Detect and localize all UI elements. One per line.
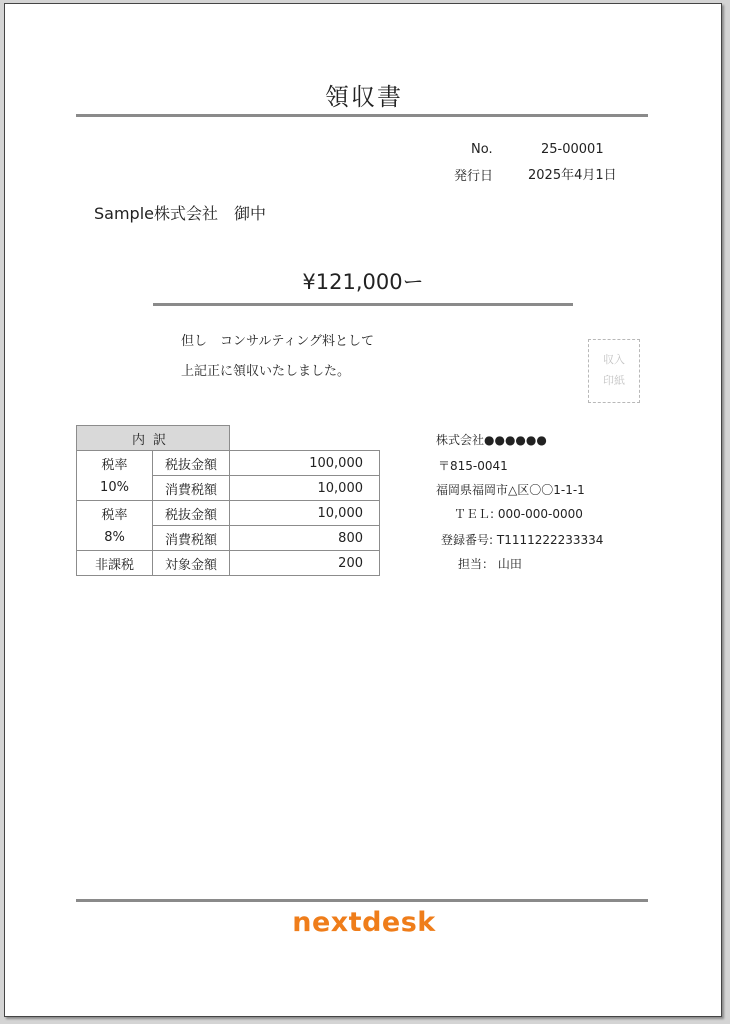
table-row	[77, 551, 380, 576]
pre-tax-label-10: 税抜金額	[153, 451, 230, 476]
table-row	[77, 476, 380, 501]
non-taxable-value: 200	[230, 551, 380, 576]
issuer-company: 株式会社●●●●●●	[436, 433, 547, 447]
rate-percent-8: 8%	[77, 526, 153, 551]
document-title: 領収書	[325, 83, 403, 111]
no-label: No.	[471, 142, 493, 157]
issuer-address: 福岡県福岡市△区〇〇1-1-1	[436, 483, 585, 497]
tax-label-8: 消費税額	[153, 526, 230, 551]
table-row	[77, 501, 380, 526]
revenue-stamp-box	[588, 339, 640, 403]
no-value: 25-00001	[541, 142, 604, 157]
rate-percent-10: 10%	[77, 476, 153, 501]
rate-label-8: 税率	[77, 501, 153, 526]
tax-value-8: 800	[230, 526, 380, 551]
amount-underline	[153, 303, 573, 306]
date-label: 発行日	[454, 169, 494, 184]
non-taxable-target-label: 対象金額	[153, 551, 230, 576]
recipient-name: Sample株式会社 御中	[94, 204, 266, 223]
tax-value-10: 10,000	[230, 476, 380, 501]
breakdown-header: 内訳	[77, 426, 230, 451]
table-row	[77, 451, 380, 476]
breakdown-table	[76, 425, 380, 576]
title-underline	[76, 114, 648, 117]
table-row	[77, 526, 380, 551]
issuer-postal: 〒815-0041	[438, 459, 508, 473]
issuer-person: 担当： 山田	[458, 557, 522, 571]
pre-tax-value-10: 100,000	[230, 451, 380, 476]
memo-received: 上記正に領収いたしました。	[181, 364, 351, 379]
non-taxable-label: 非課税	[77, 551, 153, 576]
stamp-text-line2: 印紙	[603, 374, 625, 387]
pre-tax-value-8: 10,000	[230, 501, 380, 526]
issuer-tel: ＴＥＬ: 000-000-0000	[454, 507, 583, 521]
date-value: 2025年4月1日	[528, 168, 617, 183]
rate-label-10: 税率	[77, 451, 153, 476]
memo-tadashi: 但し コンサルティング料として	[181, 334, 375, 349]
footer-rule	[76, 899, 648, 902]
tax-label-10: 消費税額	[153, 476, 230, 501]
receipt-page	[4, 3, 722, 1017]
issuer-registration: 登録番号: T1111222233334	[441, 533, 604, 547]
stamp-text-line1: 収入	[603, 353, 625, 366]
pre-tax-label-8: 税抜金額	[153, 501, 230, 526]
amount-total: ¥121,000ー	[302, 270, 424, 294]
nextdesk-logo: nextdesk	[292, 907, 436, 938]
